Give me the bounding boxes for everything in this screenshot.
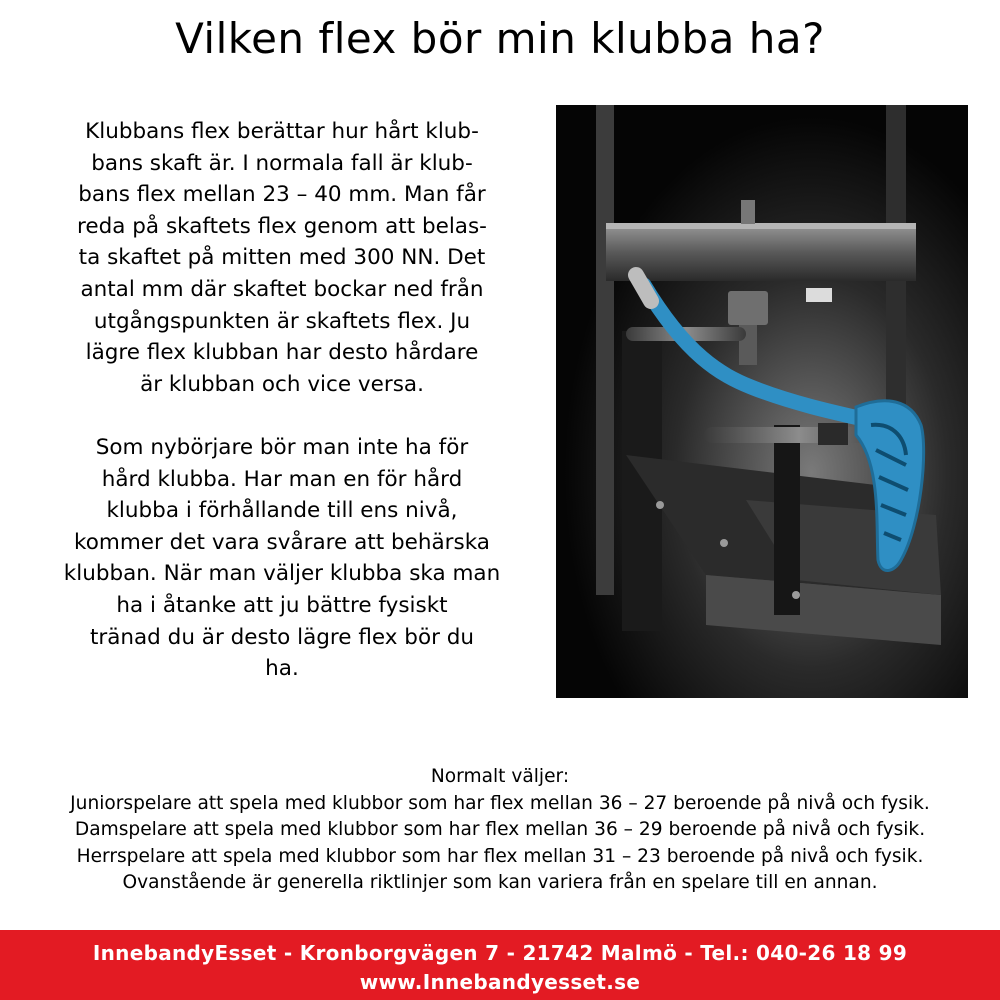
footer-website-link[interactable]: www.Innebandyesset.se bbox=[359, 970, 641, 994]
text-line: hård klubba. Har man en för hård bbox=[101, 466, 463, 492]
crossbeam bbox=[606, 223, 916, 281]
recommendations-heading: Normalt väljer: bbox=[430, 766, 570, 787]
recommendation-line: Juniorspelare att spela med klubbor som har flex mellan 36 – 27 beroende på nivå och fysik. bbox=[70, 792, 930, 814]
load-cell bbox=[728, 291, 768, 325]
footer-contact: InnebandyEsset - Kronborgvägen 7 - 21742 Malmö - Tel.: 040-26 18 99 bbox=[92, 941, 908, 965]
text-line: ha i åtanke att ju bättre fysiskt bbox=[116, 592, 448, 618]
flex-test-machine-photo bbox=[556, 105, 968, 698]
intro-paragraph-2 bbox=[28, 432, 536, 685]
intro-paragraph-1 bbox=[28, 116, 536, 400]
text-line: bans flex mellan 23 – 40 mm. Man får bbox=[78, 182, 486, 208]
page-title: Vilken flex bör min klubba ha? bbox=[175, 14, 825, 63]
recommendation-line: Damspelare att spela med klubbor som har flex mellan 36 – 29 beroende på nivå och fysik. bbox=[74, 819, 926, 840]
frame-left-post bbox=[596, 105, 614, 595]
text-line: utgångspunkten är skaftets flex. Ju bbox=[93, 308, 471, 334]
support-block-right bbox=[774, 425, 800, 615]
intro-text bbox=[28, 116, 536, 685]
text-line: lägre flex klubban har desto hårdare bbox=[85, 340, 479, 366]
text-line: ha. bbox=[265, 656, 299, 682]
flex-test-machine-illustration bbox=[556, 105, 968, 698]
text-line: ta skaftet på mitten med 300 NN. Det bbox=[78, 245, 486, 271]
recommendation-line: Herrspelare att spela med klubbor som har flex mellan 31 – 23 beroende på nivå och fysik. bbox=[76, 845, 924, 867]
text-line: reda på skaftets flex genom att belas- bbox=[77, 213, 487, 239]
recommendation-line: Ovanstående är generella riktlinjer som kan variera från en spelare till en annan. bbox=[122, 872, 878, 893]
text-line: är klubban och vice versa. bbox=[140, 371, 424, 397]
recommendations bbox=[0, 764, 1000, 897]
text-line: Klubbans flex berättar hur hårt klub- bbox=[85, 119, 479, 144]
text-line: klubba i förhållande till ens nivå, bbox=[106, 498, 458, 524]
text-line: kommer det vara svårare att behärska bbox=[74, 529, 490, 555]
footer-banner bbox=[0, 930, 1000, 1000]
text-line: antal mm där skaftet bockar ned från bbox=[80, 276, 484, 302]
text-line: bans skaft är. I normala fall är klub- bbox=[91, 150, 473, 176]
text-line: klubban. När man väljer klubba ska man bbox=[63, 561, 501, 587]
text-line: Som nybörjare bör man inte ha för bbox=[95, 434, 469, 460]
text-line: tränad du är desto lägre flex bör du bbox=[89, 624, 475, 650]
